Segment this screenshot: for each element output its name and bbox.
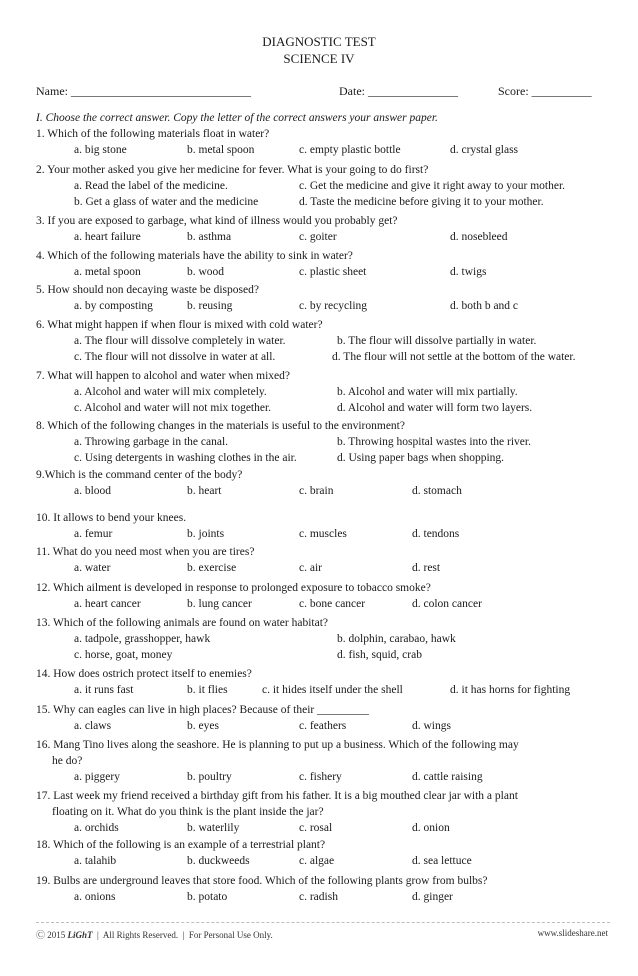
options-row bbox=[36, 889, 611, 905]
question-text: 12. Which ailment is developed in response to prolonged exposure to tobacco smoke? bbox=[36, 582, 431, 594]
name-field: Name: ______________________________ bbox=[36, 84, 251, 98]
option-c: c. goiter bbox=[299, 231, 337, 243]
options-row bbox=[36, 400, 611, 416]
student-info-row bbox=[36, 84, 606, 100]
options-row bbox=[36, 333, 611, 349]
options-row bbox=[36, 434, 611, 450]
question-text: 10. It allows to bend your knees. bbox=[36, 512, 187, 524]
option-d: d. Taste the medicine before giving it to your mother. bbox=[299, 196, 544, 208]
question-7 bbox=[36, 368, 611, 416]
option-b: b. it flies bbox=[187, 684, 228, 696]
copyright-prefix: Ⓒ 2015 bbox=[36, 930, 68, 940]
option-d: d. nosebleed bbox=[450, 231, 508, 243]
copyright-text: | All Rights Reserved. | For Personal Use Only. bbox=[92, 930, 273, 940]
question-text-continued: floating on it. What do you think is the plant inside the jar? bbox=[52, 806, 324, 818]
option-a: a. by composting bbox=[74, 300, 153, 312]
option-b: b. Get a glass of water and the medicine bbox=[74, 196, 259, 208]
option-a: a. blood bbox=[74, 485, 112, 497]
options-row bbox=[36, 264, 611, 280]
option-b: b. wood bbox=[187, 266, 225, 278]
option-b: b. eyes bbox=[187, 720, 219, 732]
option-b: b. exercise bbox=[187, 562, 237, 574]
question-text: 16. Mang Tino lives along the seashore. He is planning to put up a business. Which of the following may bbox=[36, 739, 519, 751]
question-text: 8. Which of the following changes in the materials is useful to the environment? bbox=[36, 420, 405, 432]
question-text: 2. Your mother asked you give her medicine for fever. What is your going to do first? bbox=[36, 164, 429, 176]
question-text-continued: he do? bbox=[52, 755, 83, 767]
question-text: 19. Bulbs are underground leaves that store food. Which of the following plants grow from bulbs? bbox=[36, 875, 488, 887]
option-a: a. talahib bbox=[74, 855, 117, 867]
option-d: d. onion bbox=[412, 822, 450, 834]
question-1 bbox=[36, 126, 611, 158]
option-a: a. piggery bbox=[74, 771, 120, 783]
option-a: a. metal spoon bbox=[74, 266, 141, 278]
option-c: c. The flour will not dissolve in water at all. bbox=[74, 351, 276, 363]
option-a: a. Throwing garbage in the canal. bbox=[74, 436, 229, 448]
option-b: b. Alcohol and water will mix partially. bbox=[337, 386, 518, 398]
options-row bbox=[36, 631, 611, 647]
options-row bbox=[36, 229, 611, 245]
option-b: b. metal spoon bbox=[187, 144, 255, 156]
options-row bbox=[36, 526, 611, 542]
option-d: d. tendons bbox=[412, 528, 460, 540]
option-c: c. algae bbox=[299, 855, 335, 867]
option-d: d. Alcohol and water will form two layers. bbox=[337, 402, 533, 414]
question-text: 6. What might happen if when flour is mixed with cold water? bbox=[36, 319, 323, 331]
option-a: a. tadpole, grasshopper, hawk bbox=[74, 633, 211, 645]
question-15 bbox=[36, 702, 611, 734]
option-c: c. Alcohol and water will not mix together. bbox=[74, 402, 272, 414]
option-b: b. asthma bbox=[187, 231, 232, 243]
question-16 bbox=[36, 737, 611, 785]
option-b: b. dolphin, carabao, hawk bbox=[337, 633, 456, 645]
option-c: c. rosal bbox=[299, 822, 333, 834]
option-c: c. by recycling bbox=[299, 300, 368, 312]
question-text: 13. Which of the following animals are found on water habitat? bbox=[36, 617, 328, 629]
question-11 bbox=[36, 544, 611, 576]
option-b: b. potato bbox=[187, 891, 228, 903]
option-c: c. Using detergents in washing clothes in the air. bbox=[74, 452, 297, 464]
option-d: d. stomach bbox=[412, 485, 462, 497]
option-a: a. femur bbox=[74, 528, 113, 540]
question-text: 17. Last week my friend received a birthday gift from his father. It is a big mouthed clear jar with a plant bbox=[36, 790, 518, 802]
question-text: 18. Which of the following is an example of a terrestrial plant? bbox=[36, 839, 326, 851]
options-row bbox=[36, 194, 611, 210]
option-b: b. poultry bbox=[187, 771, 232, 783]
option-c: c. muscles bbox=[299, 528, 347, 540]
option-c: c. it hides itself under the shell bbox=[262, 684, 403, 696]
question-text: 4. Which of the following materials have the ability to sink in water? bbox=[36, 250, 353, 262]
options-row bbox=[36, 718, 611, 734]
question-text: 7. What will happen to alcohol and water when mixed? bbox=[36, 370, 290, 382]
option-d: d. ginger bbox=[412, 891, 453, 903]
option-d: d. cattle raising bbox=[412, 771, 483, 783]
option-d: d. sea lettuce bbox=[412, 855, 472, 867]
brand-name: LiGhT bbox=[67, 930, 93, 940]
options-row bbox=[36, 596, 611, 612]
option-a: a. Alcohol and water will mix completely. bbox=[74, 386, 267, 398]
option-c: c. bone cancer bbox=[299, 598, 366, 610]
option-a: a. onions bbox=[74, 891, 116, 903]
option-d: d. colon cancer bbox=[412, 598, 482, 610]
options-row bbox=[36, 298, 611, 314]
question-8 bbox=[36, 418, 611, 466]
option-b: b. lung cancer bbox=[187, 598, 252, 610]
question-13 bbox=[36, 615, 611, 663]
question-text: 1. Which of the following materials float in water? bbox=[36, 128, 270, 140]
option-b: b. waterlily bbox=[187, 822, 240, 834]
question-9 bbox=[36, 467, 611, 499]
option-d: d. The flour will not settle at the bottom of the water. bbox=[332, 351, 576, 363]
page-title: DIAGNOSTIC TEST bbox=[262, 34, 376, 49]
option-a: a. claws bbox=[74, 720, 112, 732]
question-5 bbox=[36, 282, 611, 314]
question-2 bbox=[36, 162, 611, 210]
options-row bbox=[36, 349, 611, 365]
option-c: c. plastic sheet bbox=[299, 266, 367, 278]
option-c: c. air bbox=[299, 562, 322, 574]
question-12 bbox=[36, 580, 611, 612]
options-row bbox=[36, 853, 611, 869]
option-c: c. Get the medicine and give it right away to your mother. bbox=[299, 180, 566, 192]
option-b: b. joints bbox=[187, 528, 225, 540]
options-row bbox=[36, 384, 611, 400]
option-d: d. Using paper bags when shopping. bbox=[337, 452, 505, 464]
option-d: d. twigs bbox=[450, 266, 487, 278]
option-a: a. big stone bbox=[74, 144, 127, 156]
question-4 bbox=[36, 248, 611, 280]
option-d: d. crystal glass bbox=[450, 144, 519, 156]
options-row bbox=[36, 769, 611, 785]
question-text: 3. If you are exposed to garbage, what kind of illness would you probably get? bbox=[36, 215, 398, 227]
option-d: d. rest bbox=[412, 562, 441, 574]
question-text: 5. How should non decaying waste be disposed? bbox=[36, 284, 259, 296]
question-text: 14. How does ostrich protect itself to enemies? bbox=[36, 668, 252, 680]
options-row bbox=[36, 450, 611, 466]
option-b: b. reusing bbox=[187, 300, 233, 312]
question-6 bbox=[36, 317, 611, 365]
option-c: c. horse, goat, money bbox=[74, 649, 173, 661]
options-row bbox=[36, 560, 611, 576]
question-19 bbox=[36, 873, 611, 905]
options-row bbox=[36, 682, 611, 698]
option-a: a. Read the label of the medicine. bbox=[74, 180, 228, 192]
option-b: b. The flour will dissolve partially in water. bbox=[337, 335, 537, 347]
options-row bbox=[36, 142, 611, 158]
option-a: a. heart failure bbox=[74, 231, 141, 243]
option-a: a. orchids bbox=[74, 822, 119, 834]
options-row bbox=[36, 178, 611, 194]
page-subtitle: SCIENCE IV bbox=[283, 51, 355, 66]
option-c: c. feathers bbox=[299, 720, 347, 732]
score-field: Score: __________ bbox=[498, 84, 592, 98]
options-row bbox=[36, 647, 611, 663]
question-3 bbox=[36, 213, 611, 245]
options-row bbox=[36, 483, 611, 499]
option-d: d. fish, squid, crab bbox=[337, 649, 422, 661]
option-c: c. fishery bbox=[299, 771, 342, 783]
option-c: c. radish bbox=[299, 891, 338, 903]
option-c: c. brain bbox=[299, 485, 334, 497]
option-d: d. it has horns for fighting bbox=[450, 684, 571, 696]
option-a: a. The flour will dissolve completely in water. bbox=[74, 335, 286, 347]
option-b: b. duckweeds bbox=[187, 855, 250, 867]
footer-divider bbox=[36, 922, 610, 923]
question-text: 15. Why can eagles can live in high places? Because of their _________ bbox=[36, 704, 369, 716]
options-row bbox=[36, 820, 611, 836]
option-a: a. water bbox=[74, 562, 111, 574]
option-b: b. Throwing hospital wastes into the river. bbox=[337, 436, 531, 448]
option-c: c. empty plastic bottle bbox=[299, 144, 401, 156]
question-text: 11. What do you need most when you are tires? bbox=[36, 546, 255, 558]
footer-website-link[interactable]: www.slideshare.net bbox=[537, 928, 608, 938]
option-a: a. it runs fast bbox=[74, 684, 134, 696]
question-14 bbox=[36, 666, 611, 698]
option-a: a. heart cancer bbox=[74, 598, 141, 610]
question-18 bbox=[36, 837, 611, 869]
date-field: Date: _______________ bbox=[339, 84, 458, 98]
option-d: d. wings bbox=[412, 720, 451, 732]
question-text: 9.Which is the command center of the body? bbox=[36, 469, 243, 481]
footer-copyright bbox=[36, 928, 273, 941]
option-d: d. both b and c bbox=[450, 300, 519, 312]
option-b: b. heart bbox=[187, 485, 222, 497]
question-10 bbox=[36, 510, 611, 542]
question-17 bbox=[36, 788, 611, 836]
instructions: I. Choose the correct answer. Copy the letter of the correct answers your answer paper. bbox=[36, 112, 438, 124]
